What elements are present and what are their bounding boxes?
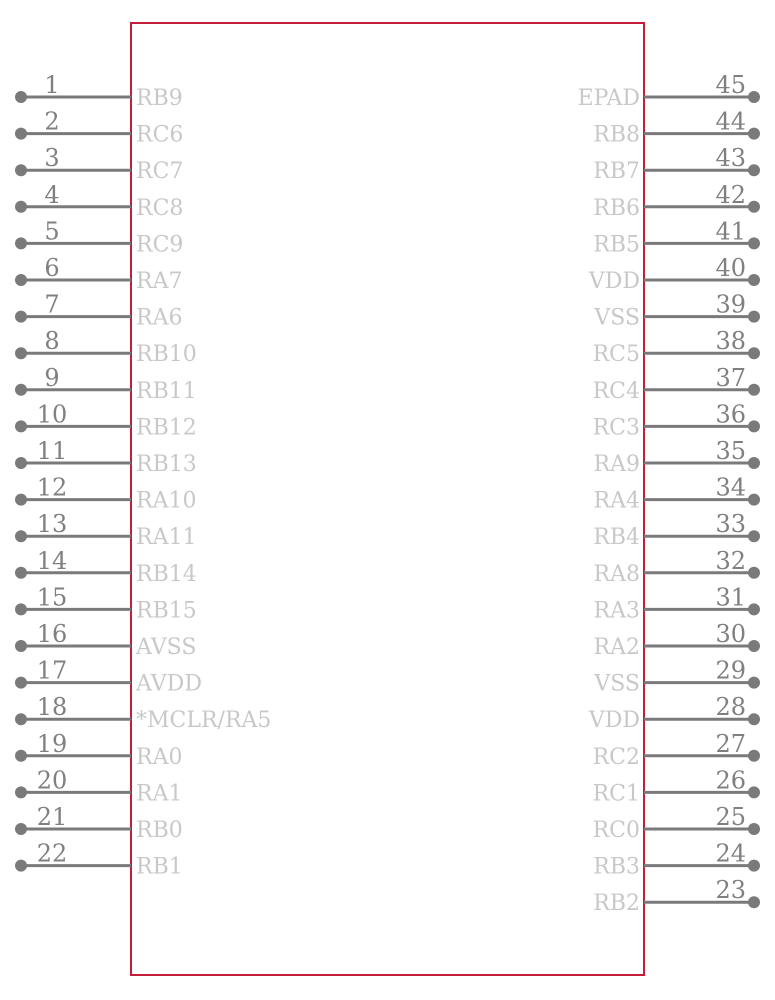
pin-40: [588, 254, 760, 294]
pin-endpoint-dot: [15, 274, 27, 286]
pin-number: 1: [44, 71, 60, 99]
pin-name: RC8: [136, 195, 184, 221]
pin-9: [15, 364, 197, 404]
pin-name: RA11: [136, 525, 197, 551]
pin-number: 19: [36, 729, 68, 758]
pin-endpoint-dot: [748, 823, 760, 835]
pin-number: 29: [715, 656, 746, 685]
pin-name: RB3: [593, 854, 640, 880]
pin-name: RA3: [593, 598, 640, 624]
pin-endpoint-dot: [748, 567, 760, 579]
pin-name: VDD: [588, 708, 640, 734]
pin-endpoint-dot: [15, 128, 27, 140]
pin-endpoint-dot: [15, 530, 27, 542]
pin-name: RA10: [136, 488, 197, 514]
pin-number: 6: [44, 254, 60, 282]
pin-endpoint-dot: [15, 91, 27, 103]
pin-11: [15, 437, 197, 477]
pin-number: 33: [715, 510, 746, 539]
pin-name: *MCLR/RA5: [136, 708, 272, 734]
pin-endpoint-dot: [15, 786, 27, 798]
pin-name: RA9: [593, 452, 640, 477]
pin-endpoint-dot: [15, 860, 27, 872]
pin-name: EPAD: [577, 86, 640, 111]
pin-26: [593, 766, 760, 806]
pin-endpoint-dot: [748, 896, 760, 908]
pin-number: 45: [715, 71, 746, 99]
pin-number: 31: [715, 583, 746, 612]
pin-endpoint-dot: [15, 603, 27, 615]
pin-number: 10: [36, 400, 68, 429]
pin-name: RB0: [136, 818, 183, 843]
right-pin-group: [578, 71, 760, 916]
pin-endpoint-dot: [15, 457, 27, 469]
pin-name: RA6: [136, 305, 183, 331]
pin-35: [594, 437, 760, 477]
ic-body-outline: [131, 23, 644, 975]
pin-endpoint-dot: [15, 494, 27, 506]
pin-name: RB5: [593, 232, 640, 258]
pin-endpoint-dot: [748, 677, 760, 689]
pin-34: [594, 474, 760, 514]
pin-12: [15, 474, 196, 514]
pin-endpoint-dot: [748, 128, 760, 140]
pin-number: 39: [715, 290, 746, 319]
pin-1: [15, 71, 183, 111]
pin-name: RC9: [136, 232, 184, 258]
pin-number: 43: [715, 144, 746, 173]
pin-number: 44: [715, 107, 746, 136]
pin-36: [593, 400, 760, 440]
pin-endpoint-dot: [748, 603, 760, 615]
pin-13: [15, 510, 196, 550]
pin-number: 18: [36, 693, 68, 722]
pin-15: [15, 583, 197, 623]
pin-39: [593, 291, 760, 331]
pin-5: [15, 217, 183, 257]
pin-name: RC1: [592, 781, 640, 807]
pin-22: [15, 840, 183, 880]
pin-29: [593, 657, 760, 697]
pin-number: 32: [715, 546, 746, 575]
pin-3: [15, 144, 183, 184]
pin-number: 9: [44, 363, 60, 392]
pin-45: [578, 71, 760, 111]
pin-endpoint-dot: [15, 713, 27, 725]
pin-name: RB6: [593, 195, 640, 221]
pin-2: [15, 108, 183, 148]
pin-endpoint-dot: [748, 786, 760, 798]
pin-23: [593, 876, 760, 916]
pin-number: 28: [715, 693, 746, 722]
pin-name: VDD: [588, 269, 640, 294]
pin-44: [593, 108, 760, 148]
pin-name: VSS: [594, 671, 640, 697]
pin-number: 38: [715, 327, 746, 356]
pin-name: RB7: [593, 159, 640, 185]
pin-number: 25: [715, 803, 746, 831]
pin-endpoint-dot: [15, 750, 27, 762]
pin-name: RA4: [593, 488, 640, 514]
pin-endpoint-dot: [748, 274, 760, 286]
pin-name: RB12: [136, 415, 197, 441]
pin-number: 14: [36, 546, 68, 575]
pin-name: RB2: [593, 891, 640, 917]
pin-endpoint-dot: [15, 677, 27, 689]
pin-number: 27: [715, 729, 746, 758]
pin-name: AVSS: [136, 635, 197, 660]
pin-endpoint-dot: [748, 750, 760, 762]
pin-4: [15, 181, 183, 221]
pin-name: RC7: [136, 159, 184, 185]
pin-10: [15, 400, 197, 440]
pin-21: [15, 803, 183, 843]
pin-16: [15, 620, 196, 660]
pin-number: 8: [44, 327, 60, 356]
pin-8: [15, 327, 197, 367]
pin-name: RC3: [592, 415, 640, 441]
pin-name: RA1: [136, 781, 183, 807]
pin-number: 12: [36, 473, 68, 502]
pin-name: RB10: [136, 342, 197, 368]
pin-endpoint-dot: [748, 237, 760, 249]
pin-name: VSS: [594, 305, 640, 331]
left-pin-group: [15, 71, 271, 880]
pin-32: [594, 547, 760, 587]
pin-endpoint-dot: [748, 457, 760, 469]
pin-24: [593, 840, 760, 880]
pin-number: 34: [715, 473, 746, 502]
pin-number: 23: [715, 876, 746, 905]
pin-name: RA7: [136, 269, 183, 294]
pin-name: RA8: [593, 561, 640, 587]
pin-name: RB13: [136, 452, 197, 477]
pin-27: [593, 730, 760, 770]
pin-number: 35: [715, 437, 746, 465]
pin-name: RB15: [136, 598, 197, 624]
pin-name: RA2: [593, 635, 640, 660]
pin-41: [593, 217, 760, 257]
pin-name: RB1: [136, 854, 183, 880]
pin-endpoint-dot: [15, 567, 27, 579]
pin-37: [593, 364, 760, 404]
pin-endpoint-dot: [748, 347, 760, 359]
pin-number: 26: [715, 766, 746, 795]
pin-30: [594, 620, 760, 660]
pin-number: 17: [36, 656, 68, 685]
pin-endpoint-dot: [15, 384, 27, 396]
pin-20: [15, 766, 182, 806]
pin-endpoint-dot: [748, 91, 760, 103]
pin-number: 40: [715, 254, 746, 282]
pin-7: [15, 291, 182, 331]
pin-endpoint-dot: [15, 823, 27, 835]
pin-25: [593, 803, 760, 843]
pin-number: 13: [36, 510, 68, 539]
pin-38: [593, 327, 760, 367]
pin-6: [15, 254, 182, 294]
pin-endpoint-dot: [748, 164, 760, 176]
pin-endpoint-dot: [748, 311, 760, 323]
pin-endpoint-dot: [748, 420, 760, 432]
pin-number: 24: [715, 839, 746, 868]
pin-endpoint-dot: [15, 640, 27, 652]
pin-number: 15: [36, 583, 68, 612]
pin-42: [593, 181, 760, 221]
pin-endpoint-dot: [748, 384, 760, 396]
pin-19: [15, 730, 182, 770]
pin-name: RB9: [136, 86, 183, 111]
pin-name: RB11: [136, 378, 197, 404]
pin-endpoint-dot: [748, 530, 760, 542]
pin-endpoint-dot: [15, 237, 27, 249]
pin-name: RA0: [136, 744, 183, 770]
pin-number: 36: [715, 400, 746, 429]
pin-endpoint-dot: [15, 201, 27, 213]
pin-14: [15, 547, 197, 587]
pin-18: [15, 693, 271, 733]
pin-name: RC6: [136, 122, 184, 148]
pin-number: 4: [44, 180, 60, 209]
pin-name: RC4: [592, 378, 640, 404]
pin-number: 30: [715, 620, 746, 648]
pin-number: 7: [44, 290, 60, 319]
pin-name: RB8: [593, 122, 640, 148]
pin-43: [593, 144, 760, 184]
pin-31: [594, 583, 760, 623]
pin-endpoint-dot: [15, 164, 27, 176]
pin-number: 5: [44, 217, 60, 246]
pin-endpoint-dot: [15, 311, 27, 323]
pin-endpoint-dot: [748, 640, 760, 652]
pin-name: RC5: [592, 342, 640, 368]
pin-endpoint-dot: [15, 420, 27, 432]
pin-endpoint-dot: [748, 860, 760, 872]
pin-number: 16: [36, 620, 68, 648]
pin-name: AVDD: [136, 671, 202, 697]
pin-number: 42: [715, 180, 746, 209]
pin-number: 11: [36, 437, 68, 465]
pin-number: 2: [44, 107, 60, 136]
pin-name: RC2: [592, 744, 640, 770]
pin-name: RC0: [592, 818, 640, 843]
pin-endpoint-dot: [748, 201, 760, 213]
pin-endpoint-dot: [748, 494, 760, 506]
pin-28: [588, 693, 760, 733]
pin-number: 37: [715, 363, 746, 392]
pin-17: [15, 657, 202, 697]
pin-name: RB4: [593, 525, 640, 551]
pin-number: 21: [36, 803, 68, 831]
pin-name: RB14: [136, 561, 197, 587]
pin-number: 41: [715, 217, 746, 246]
pin-number: 20: [36, 766, 68, 795]
pin-endpoint-dot: [15, 347, 27, 359]
pin-endpoint-dot: [748, 713, 760, 725]
pin-number: 22: [36, 839, 68, 868]
pin-number: 3: [44, 144, 60, 173]
pin-33: [593, 510, 760, 550]
